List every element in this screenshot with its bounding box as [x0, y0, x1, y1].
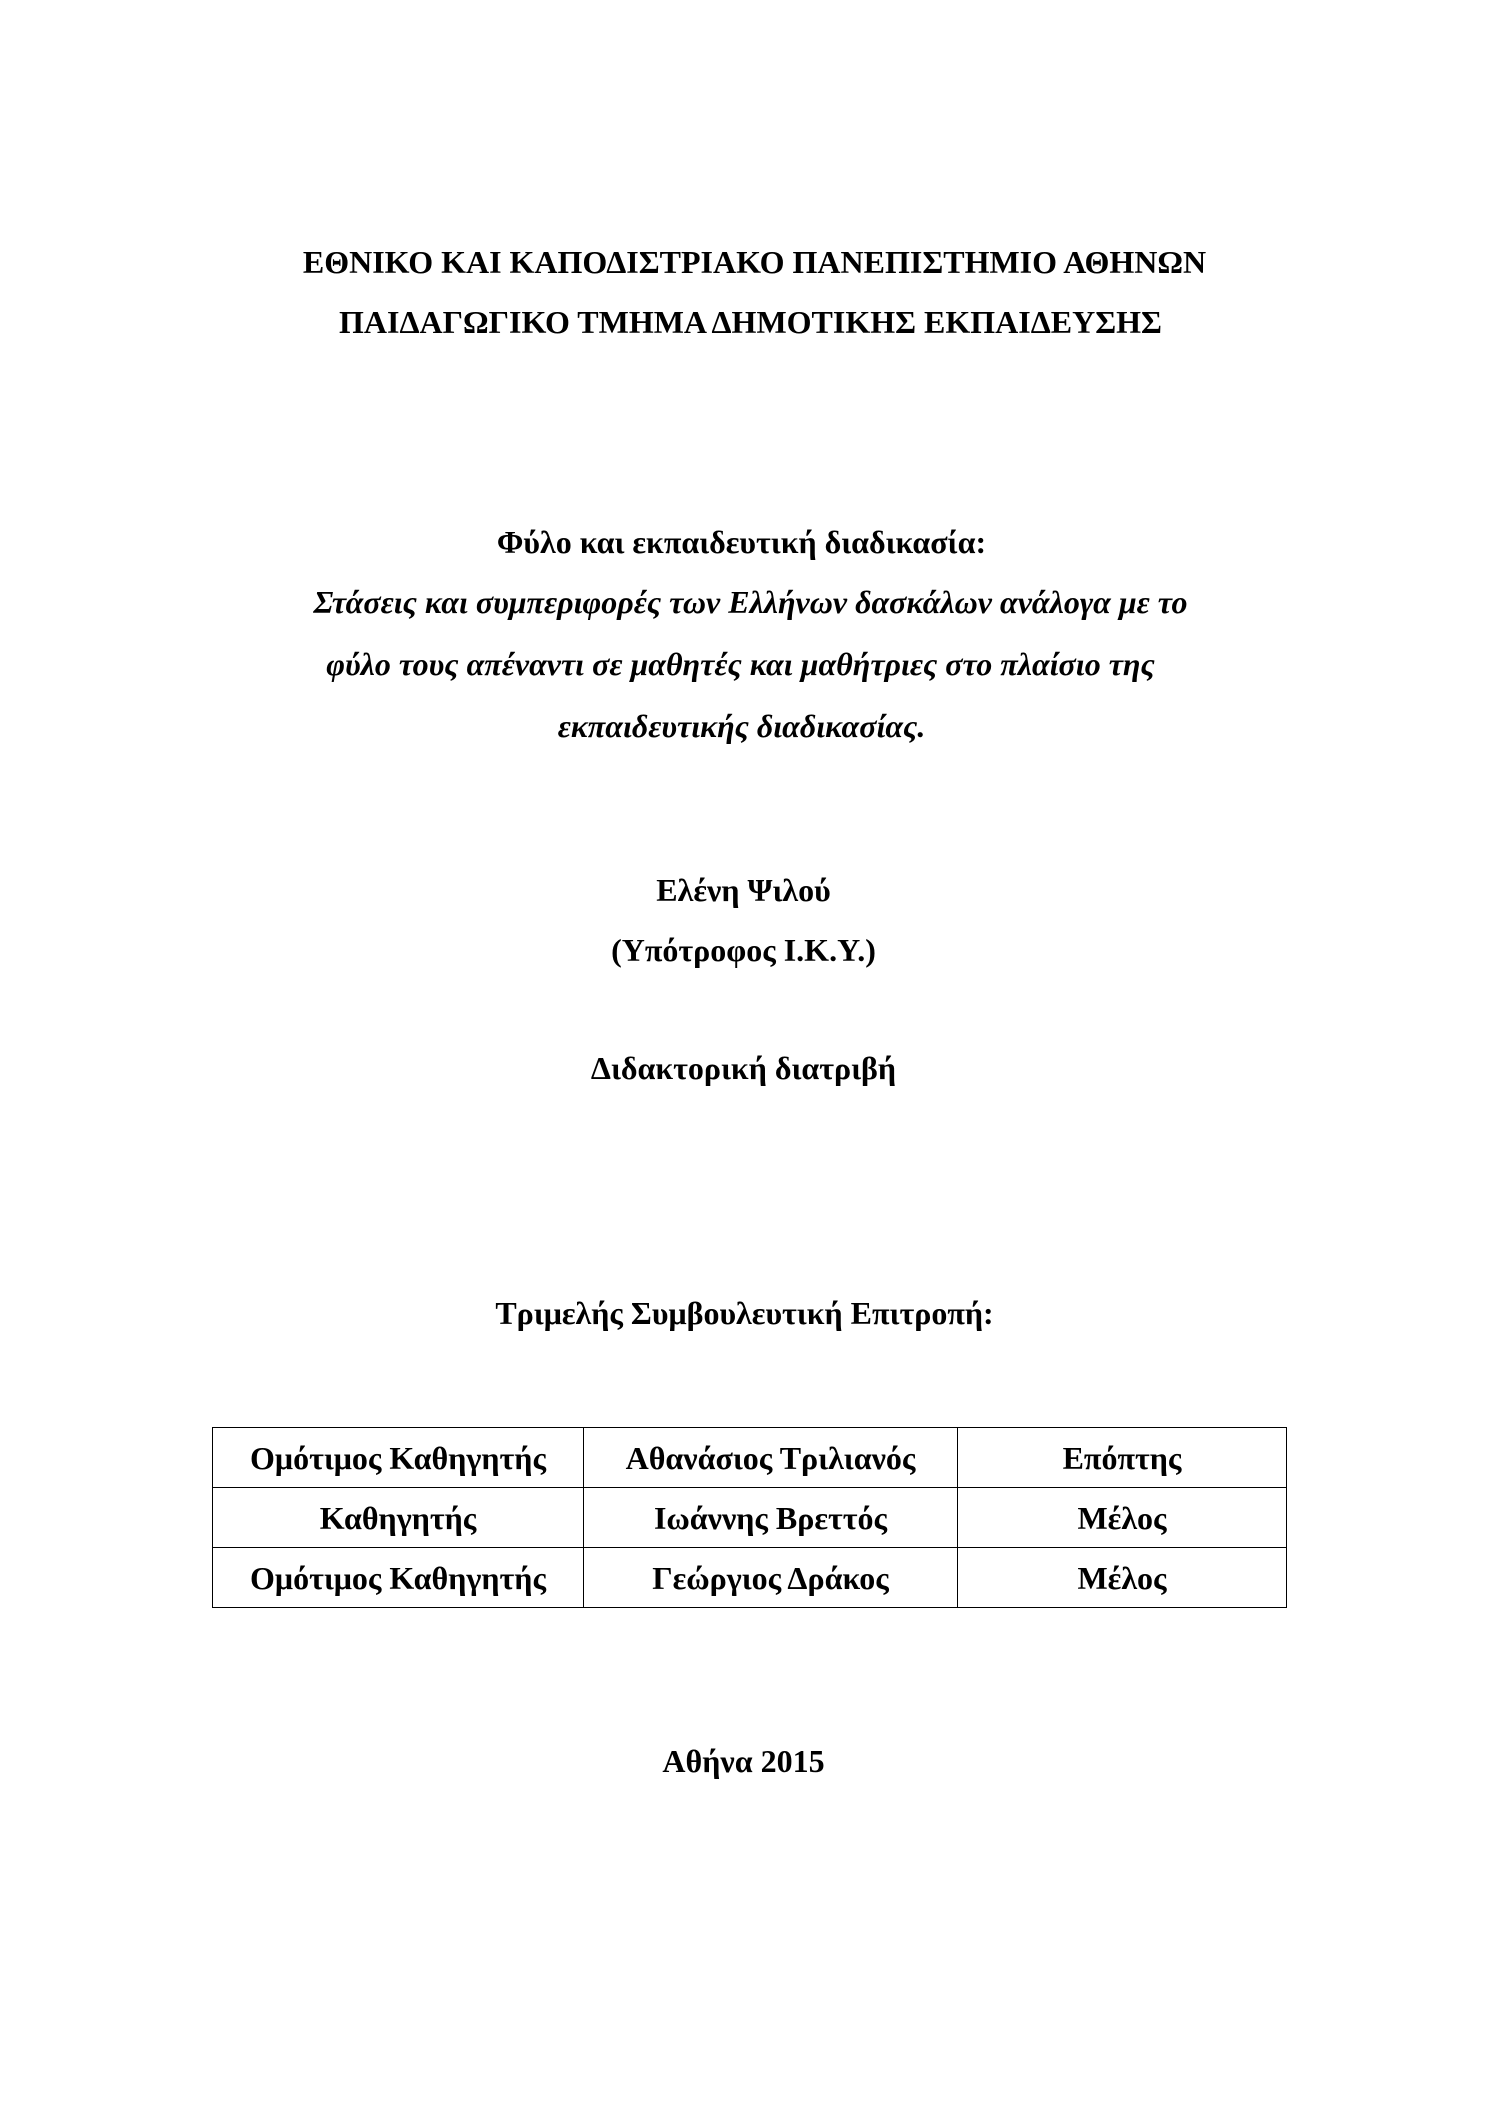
thesis-subtitle-line: Στάσεις και συμπεριφορές των Ελλήνων δασκάλων ανάλογα με το: [313, 584, 1188, 620]
place-date: Αθήνα 2015: [662, 1743, 825, 1779]
author-affiliation: (Υπότροφος Ι.Κ.Υ.): [611, 932, 876, 968]
committee-heading: Τριμελής Συμβουλευτική Επιτροπή:: [495, 1295, 994, 1331]
committee-rank: Καθηγητής: [213, 1488, 584, 1548]
author-name: Ελένη Ψιλού: [656, 872, 831, 908]
committee-role: Μέλος: [958, 1548, 1287, 1608]
committee-table: [212, 1427, 1287, 1608]
committee-role: Επόπτης: [958, 1428, 1287, 1488]
department-name: ΠΑΙΔΑΓΩΓΙΚΟ ΤΜΗΜΑ ΔΗΜΟΤΙΚΗΣ ΕΚΠΑΙΔΕΥΣΗΣ: [339, 304, 1162, 340]
committee-rank: Ομότιμος Καθηγητής: [213, 1548, 584, 1608]
committee-member-name: Αθανάσιος Τριλιανός: [584, 1428, 958, 1488]
committee-rank: Ομότιμος Καθηγητής: [213, 1428, 584, 1488]
thesis-subtitle-line: εκπαιδευτικής διαδικασίας.: [557, 708, 926, 744]
university-name: ΕΘΝΙΚΟ ΚΑΙ ΚΑΠΟΔΙΣΤΡΙΑΚΟ ΠΑΝΕΠΙΣΤΗΜΙΟ ΑΘΗΝΩΝ: [302, 244, 1207, 280]
committee-member-name: Ιωάννης Βρεττός: [584, 1488, 958, 1548]
committee-role: Μέλος: [958, 1488, 1287, 1548]
table-row: [213, 1548, 1287, 1608]
thesis-subtitle-line: φύλο τους απέναντι σε μαθητές και μαθήτριες στο πλαίσιο της: [326, 646, 1155, 682]
table-row: [213, 1488, 1287, 1548]
table-row: [213, 1428, 1287, 1488]
committee-member-name: Γεώργιος Δράκος: [584, 1548, 958, 1608]
thesis-title: Φύλο και εκπαιδευτική διαδικασία:: [496, 524, 987, 560]
document-type: Διδακτορική διατριβή: [590, 1050, 897, 1086]
